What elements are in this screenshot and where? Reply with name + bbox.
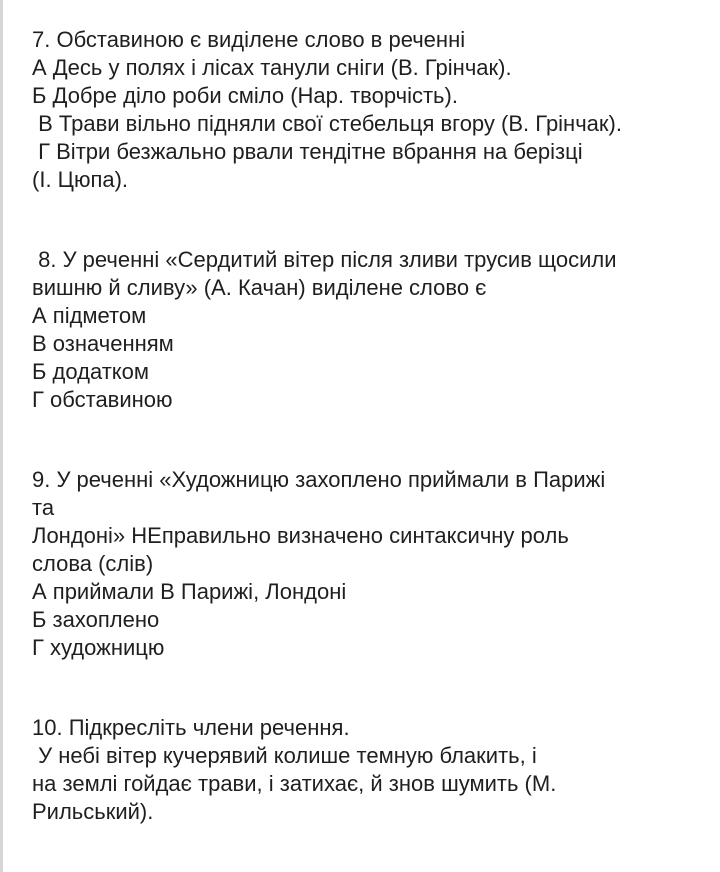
question-7-option-g: Г Вітри безжально рвали тендітне вбрання на берізці bbox=[32, 139, 583, 164]
question-8-option-a: А підметом bbox=[32, 303, 147, 328]
question-10-prompt: 10. Підкресліть члени речення. bbox=[32, 715, 350, 740]
question-7-prompt: 7. Обставиною є виділене слово в реченні bbox=[32, 27, 466, 52]
question-8-prompt: 8. У реченні «Сердитий вітер після зливи трусив щосили bbox=[32, 247, 617, 272]
question-9-option-b: Б захоплено bbox=[32, 607, 160, 632]
question-10-sentence-1: У небі вітер кучерявий колише темную блакить, і bbox=[32, 743, 537, 768]
question-10-sentence-3: Рильський). bbox=[32, 799, 154, 824]
question-9-option-a: А приймали В Парижі, Лондоні bbox=[32, 579, 347, 604]
question-9-prompt-cont-3: слова (слів) bbox=[32, 551, 154, 576]
document-body bbox=[32, 26, 712, 826]
question-8-prompt-cont: вишню й сливу» (А. Качан) виділене слово є bbox=[32, 275, 487, 300]
question-9-prompt-cont-2: Лондоні» НЕправильно визначено синтаксичну роль bbox=[32, 523, 569, 548]
question-8-option-v: В означенням bbox=[32, 331, 174, 356]
question-8-option-g: Г обставиною bbox=[32, 387, 173, 412]
question-10-sentence-2: на землі гойдає трави, і затихає, й знов шумить (М. bbox=[32, 771, 557, 796]
question-7-option-g-cont: (І. Цюпа). bbox=[32, 167, 129, 192]
question-7-option-b: Б Добре діло роби сміло (Нар. творчість). bbox=[32, 83, 458, 108]
question-7 bbox=[32, 26, 712, 194]
question-7-option-a: А Десь у полях і лісах танули сніги (В. Грінчак). bbox=[32, 55, 512, 80]
question-8 bbox=[32, 246, 712, 414]
question-8-option-b: Б додатком bbox=[32, 359, 150, 384]
question-9 bbox=[32, 466, 712, 662]
question-9-option-g: Г художницю bbox=[32, 635, 165, 660]
question-9-prompt-cont-1: та bbox=[32, 495, 55, 520]
page-edge-divider bbox=[0, 0, 3, 872]
question-7-option-v: В Трави вільно підняли свої стебельця вгору (В. Грінчак). bbox=[32, 111, 622, 136]
question-10 bbox=[32, 714, 712, 826]
question-9-prompt: 9. У реченні «Художницю захоплено приймали в Парижі bbox=[32, 467, 606, 492]
